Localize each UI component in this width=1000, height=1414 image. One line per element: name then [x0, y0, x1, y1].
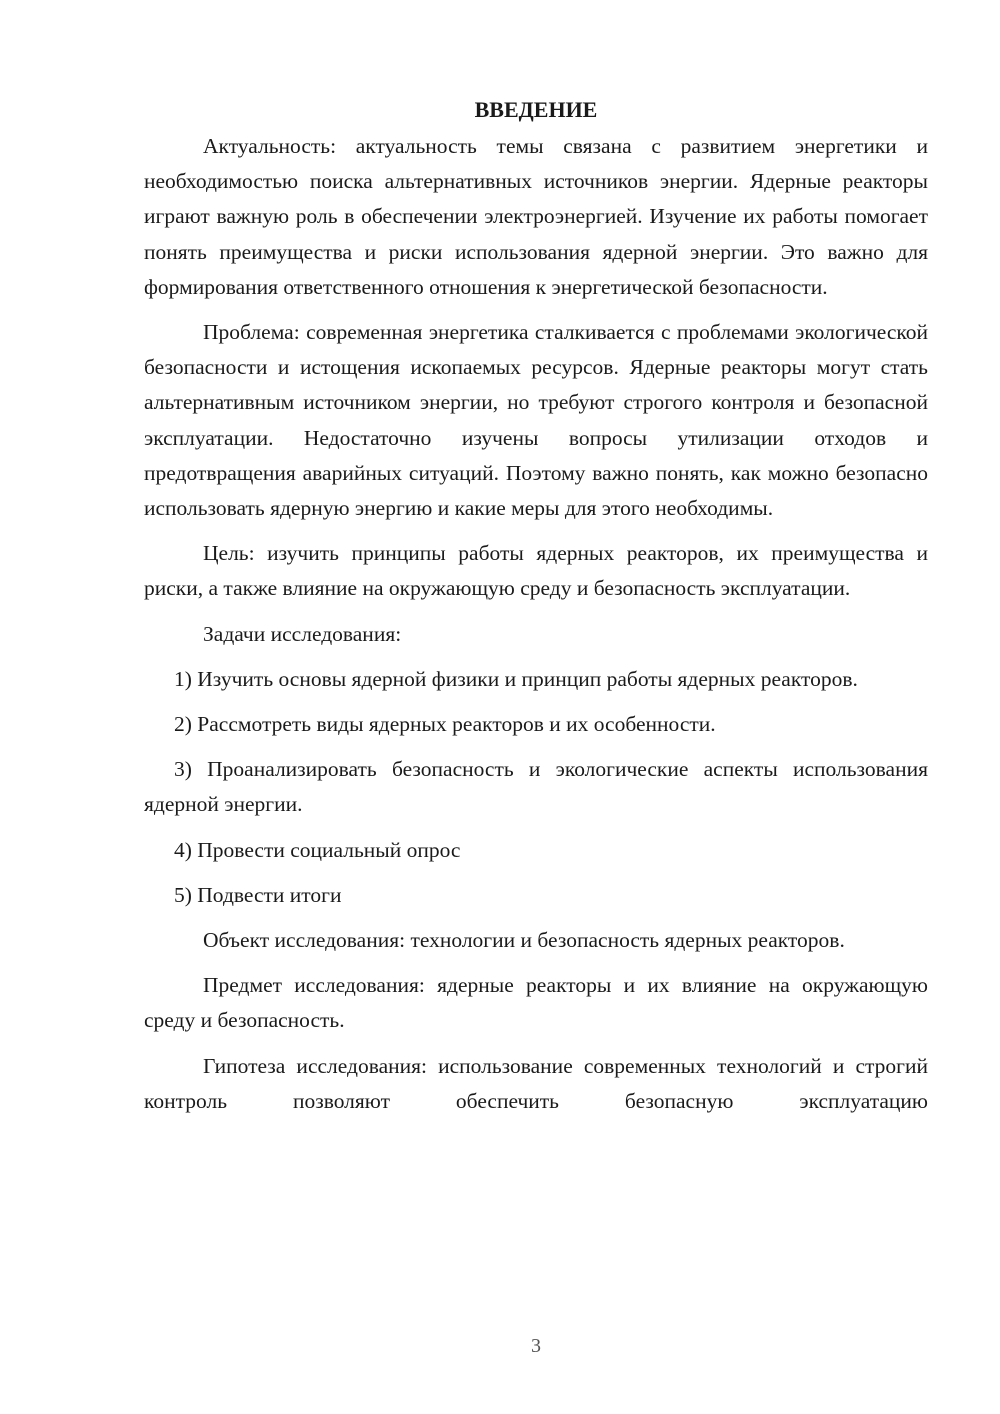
page-number: 3	[531, 1335, 541, 1357]
paragraph-subject: Предмет исследования: ядерные реакторы и их влияние на окружающую среду и безопасность.	[144, 973, 928, 1033]
task-item-1: 1) Изучить основы ядерной физики и принцип работы ядерных реакторов.	[174, 666, 858, 691]
paragraph-object: Объект исследования: технологии и безопасность ядерных реакторов.	[203, 928, 845, 953]
task-item-5: 5) Подвести итоги	[174, 882, 342, 907]
paragraph-hypothesis: Гипотеза исследования: использование современных технологий и строгий контроль позволяют обеспечить безопасную эксплуатацию	[144, 1053, 928, 1113]
section-heading: ВВЕДЕНИЕ	[474, 97, 598, 122]
paragraph-problem: Проблема: современная энергетика сталкивается с проблемами экологической безопасности и истощения ископаемых ресурсов. Ядерные реакторы могут стать альтернативным источником энергии, но требуют строгого контроля и безопасной эксплуатации. Недостаточно изучены вопросы утилизации отходов и предотвращения аварийных ситуаций. Поэтому важно понять, как можно безопасно использовать ядерную энергию и какие меры для этого необходимы.	[144, 320, 928, 521]
task-item-4: 4) Провести социальный опрос	[174, 837, 461, 862]
document-page	[144, 92, 928, 1129]
task-item-3: 3) Проанализировать безопасность и экологические аспекты использования ядерной энергии.	[144, 757, 928, 817]
paragraph-goal: Цель: изучить принципы работы ядерных реакторов, их преимущества и риски, а также влияние на окружающую среду и безопасность эксплуатации.	[144, 541, 928, 601]
paragraph-relevance: Актуальность: актуальность темы связана с развитием энергетики и необходимостью поиска альтернативных источников энергии. Ядерные реакторы играют важную роль в обеспечении электроэнергией. Изучение их работы помогает понять преимущества и риски использования ядерной энергии. Это важно для формирования ответственного отношения к энергетической безопасности.	[144, 134, 928, 299]
paragraph-tasks-intro: Задачи исследования:	[203, 621, 402, 646]
task-item-2: 2) Рассмотреть виды ядерных реакторов и их особенности.	[174, 712, 716, 737]
